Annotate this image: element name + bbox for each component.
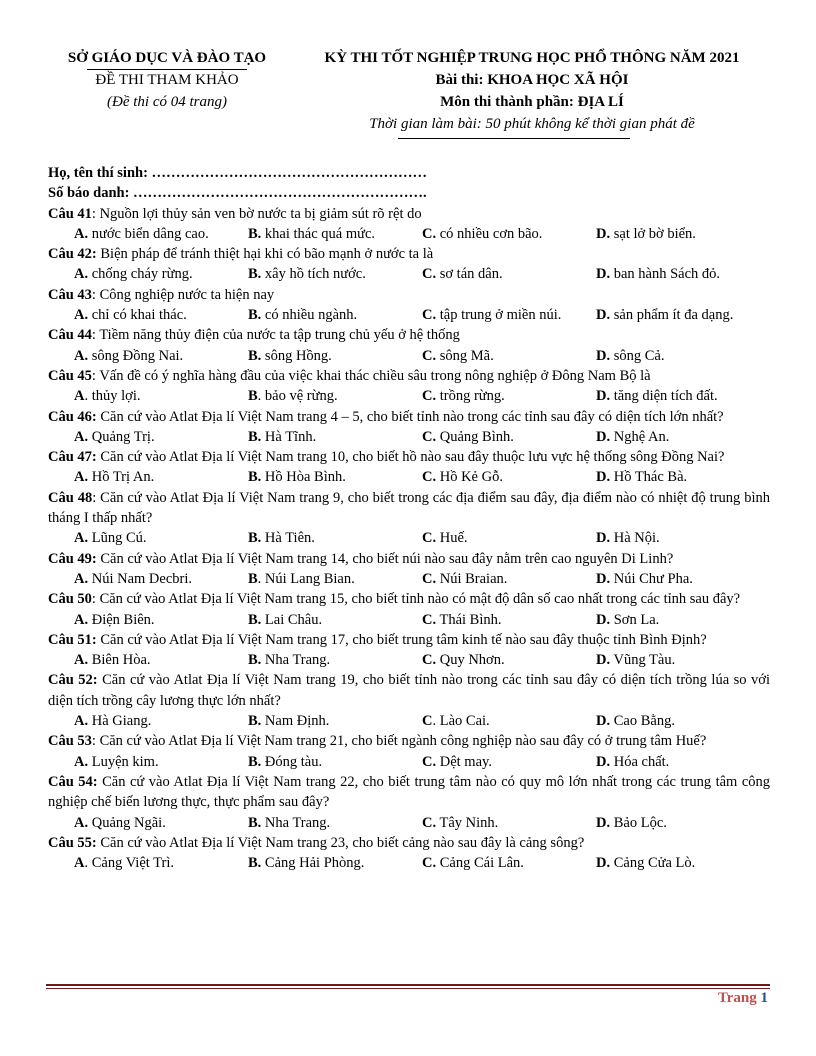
answer-option xyxy=(422,346,596,366)
question-text xyxy=(48,731,770,751)
answer-option xyxy=(596,305,770,325)
option-letter: B. xyxy=(248,753,262,770)
option-letter: B. xyxy=(248,611,262,628)
footer-rule-thin xyxy=(46,988,770,989)
option-letter: A xyxy=(74,855,85,872)
option-letter: C. xyxy=(422,225,437,242)
option-text: Đóng tàu. xyxy=(261,753,323,770)
option-text: Hóa chất. xyxy=(610,753,670,770)
option-text: Nam Định. xyxy=(261,713,330,730)
option-letter: B. xyxy=(248,225,262,242)
page-count-note: (Đề thi có 04 trang) xyxy=(107,94,227,110)
option-letter: C. xyxy=(422,814,437,831)
answer-option xyxy=(596,528,770,548)
option-letter: C. xyxy=(422,611,437,628)
option-text: Hồ Hòa Bình. xyxy=(261,469,346,486)
answer-option xyxy=(422,264,596,284)
option-letter: B xyxy=(248,388,258,405)
option-letter: A. xyxy=(74,469,89,486)
option-text: Hồ Kẻ Gỗ. xyxy=(436,469,503,486)
exam-subject-group: Bài thi: KHOA HỌC XÃ HỘI xyxy=(435,72,629,88)
answer-options xyxy=(48,264,770,284)
question-number: Câu 53 xyxy=(48,733,92,750)
answer-option xyxy=(596,853,770,873)
exam-subject: Môn thi thành phần: ĐỊA LÍ xyxy=(440,94,624,110)
answer-options xyxy=(48,610,770,630)
answer-options xyxy=(48,224,770,244)
option-text: Hà Giang. xyxy=(88,713,152,730)
answer-option xyxy=(422,813,596,833)
option-letter: A. xyxy=(74,652,89,669)
option-letter: A. xyxy=(74,307,89,324)
option-text: Hồ Trị An. xyxy=(88,469,155,486)
answer-option xyxy=(74,528,248,548)
answer-option xyxy=(596,569,770,589)
option-text: Quảng Bình. xyxy=(436,428,514,445)
question-text xyxy=(48,589,770,609)
question-stem: Căn cứ vào Atlat Địa lí Việt Nam trang 23, cho biết cảng nào sau đây là cảng sông? xyxy=(96,834,585,851)
option-letter: C. xyxy=(422,266,437,283)
question-block xyxy=(48,549,770,590)
answer-option xyxy=(248,853,422,873)
question-block xyxy=(48,833,770,874)
question-block xyxy=(48,285,770,326)
question-block xyxy=(48,731,770,772)
question-stem: : Căn cứ vào Atlat Địa lí Việt Nam trang 9, cho biết trong các địa điểm sau đây, địa điểm nào có nhiệt độ trung bình tháng I thấp nhất? xyxy=(48,489,770,527)
answer-option xyxy=(74,427,248,447)
option-letter: D. xyxy=(596,570,611,587)
answer-option xyxy=(248,711,422,731)
answer-option xyxy=(596,427,770,447)
option-text: sông Hồng. xyxy=(261,347,332,364)
option-text: Điện Biên. xyxy=(88,611,155,628)
candidate-id-field: Số báo danh: ……………………………………………………. xyxy=(48,185,427,202)
question-text xyxy=(48,549,770,569)
question-block xyxy=(48,630,770,671)
question-list xyxy=(48,204,770,874)
question-stem: : Vấn đề có ý nghĩa hàng đầu của việc khai thác chiều sâu trong nông nghiệp ở Đông Nam Bộ là xyxy=(91,367,651,384)
question-text xyxy=(48,670,770,711)
option-text: chỉ có khai thác. xyxy=(88,307,187,324)
answer-option xyxy=(422,427,596,447)
answer-option xyxy=(74,650,248,670)
page-number xyxy=(718,990,768,1007)
option-text: tăng diện tích đất. xyxy=(610,388,718,405)
question-stem: : Tiềm năng thủy điện của nước ta tập trung chủ yếu ở hệ thống xyxy=(91,327,460,344)
option-text: Hồ Thác Bà. xyxy=(610,469,688,486)
option-text: Vũng Tàu. xyxy=(610,652,676,669)
option-text: Hà Tĩnh. xyxy=(261,428,317,445)
question-text xyxy=(48,488,770,529)
question-number: Câu 43 xyxy=(48,286,92,303)
answer-option xyxy=(74,610,248,630)
question-text xyxy=(48,772,770,813)
candidate-name-field: Họ, tên thí sinh: ………………………………………………… xyxy=(48,165,428,181)
option-text: tập trung ở miền núi. xyxy=(436,307,562,324)
option-text: . Lào Cai. xyxy=(432,713,490,730)
option-letter: C. xyxy=(422,347,437,364)
footer-rule xyxy=(46,984,770,986)
question-text xyxy=(48,325,770,345)
option-letter: C. xyxy=(422,388,437,405)
answer-options xyxy=(48,305,770,325)
answer-option xyxy=(596,650,770,670)
page-label: Trang xyxy=(717,990,761,1006)
option-text: Cảng Hải Phòng. xyxy=(261,855,365,872)
answer-options xyxy=(48,853,770,873)
option-text: . thủy lợi. xyxy=(84,388,141,405)
option-letter: D. xyxy=(596,347,611,364)
answer-option xyxy=(596,386,770,406)
answer-options xyxy=(48,467,770,487)
option-text: Bảo Lộc. xyxy=(610,814,667,831)
option-letter: B. xyxy=(248,814,262,831)
header-right-underline xyxy=(398,138,630,139)
answer-options xyxy=(48,650,770,670)
question-text xyxy=(48,204,770,224)
question-stem: : Căn cứ vào Atlat Địa lí Việt Nam trang 21, cho biết ngành công nghiệp nào sau đây có ở trung tâm Huế? xyxy=(91,733,707,750)
question-number: Câu 44 xyxy=(48,327,92,344)
option-text: Núi Braian. xyxy=(436,570,508,587)
option-letter: D. xyxy=(596,388,611,405)
question-number: Câu 47: xyxy=(48,449,97,466)
option-letter: C. xyxy=(422,428,437,445)
option-text: Huế. xyxy=(436,530,468,547)
answer-option xyxy=(596,224,770,244)
question-block xyxy=(48,244,770,285)
answer-option xyxy=(248,813,422,833)
option-text: Nha Trang. xyxy=(261,652,331,669)
question-stem: : Căn cứ vào Atlat Địa lí Việt Nam trang 15, cho biết tỉnh nào có mật độ dân số cao nhất trong các tỉnh sau đây? xyxy=(91,591,741,608)
answer-option xyxy=(248,427,422,447)
answer-option xyxy=(422,569,596,589)
option-text: . Núi Lang Bian. xyxy=(257,570,355,587)
answer-option xyxy=(248,264,422,284)
option-text: Lũng Cú. xyxy=(88,530,147,547)
option-text: xây hồ tích nước. xyxy=(261,266,366,283)
option-text: Biên Hòa. xyxy=(88,652,151,669)
answer-options xyxy=(48,752,770,772)
answer-option xyxy=(596,610,770,630)
option-letter: C. xyxy=(422,570,437,587)
option-text: Cảng Cửa Lò. xyxy=(610,855,696,872)
option-text: Hà Tiên. xyxy=(261,530,315,547)
question-stem: Căn cứ vào Atlat Địa lí Việt Nam trang 17, cho biết trung tâm kinh tế nào sau đây thuộc tỉnh Bình Định? xyxy=(96,631,707,648)
answer-option xyxy=(248,305,422,325)
question-block xyxy=(48,670,770,731)
answer-options xyxy=(48,813,770,833)
option-text: Quy Nhơn. xyxy=(436,652,505,669)
option-letter: D. xyxy=(596,652,611,669)
question-block xyxy=(48,366,770,407)
option-text: Quảng Ngãi. xyxy=(88,814,166,831)
option-letter: D. xyxy=(596,814,611,831)
option-letter: C. xyxy=(422,469,437,486)
option-text: sông Cả. xyxy=(610,347,665,364)
answer-option xyxy=(596,813,770,833)
option-letter: D. xyxy=(596,266,611,283)
answer-option xyxy=(422,752,596,772)
question-block xyxy=(48,772,770,833)
answer-option xyxy=(74,813,248,833)
question-number: Câu 51: xyxy=(48,631,97,648)
question-number: Câu 49: xyxy=(48,550,97,567)
option-letter: A. xyxy=(74,530,89,547)
question-number: Câu 52: xyxy=(48,672,98,689)
answer-option xyxy=(248,386,422,406)
option-letter: C xyxy=(422,713,433,730)
question-block xyxy=(48,447,770,488)
answer-option xyxy=(422,386,596,406)
answer-option xyxy=(422,528,596,548)
question-stem: Căn cứ vào Atlat Địa lí Việt Nam trang 4 – 5, cho biết tỉnh nào trong các tỉnh sau đây có diện tích lớn nhất? xyxy=(96,408,724,425)
option-text: Tây Ninh. xyxy=(436,814,499,831)
option-letter: C. xyxy=(422,855,437,872)
answer-options xyxy=(48,528,770,548)
question-number: Câu 46: xyxy=(48,408,97,425)
option-letter: B. xyxy=(248,428,262,445)
option-text: Núi Nam Decbri. xyxy=(88,570,192,587)
option-text: Sơn La. xyxy=(610,611,660,628)
option-letter: A. xyxy=(74,347,89,364)
option-letter: D. xyxy=(596,225,611,242)
answer-option xyxy=(248,610,422,630)
option-letter: A. xyxy=(74,225,89,242)
option-text: Lai Châu. xyxy=(261,611,323,628)
option-letter: B. xyxy=(248,469,262,486)
option-text: . bảo vệ rừng. xyxy=(257,388,338,405)
answer-option xyxy=(248,752,422,772)
option-text: sông Đồng Nai. xyxy=(88,347,184,364)
option-letter: C. xyxy=(422,530,437,547)
answer-option xyxy=(248,650,422,670)
option-letter: B. xyxy=(248,266,262,283)
option-letter: B. xyxy=(248,530,262,547)
option-letter: A. xyxy=(74,814,89,831)
answer-option xyxy=(596,752,770,772)
question-number: Câu 55: xyxy=(48,834,97,851)
option-letter: A. xyxy=(74,570,89,587)
question-number: Câu 48 xyxy=(48,489,93,506)
option-text: Quảng Trị. xyxy=(88,428,155,445)
answer-option xyxy=(596,264,770,284)
answer-option xyxy=(74,264,248,284)
answer-option xyxy=(596,711,770,731)
option-letter: D. xyxy=(596,753,611,770)
option-text: ban hành Sách đỏ. xyxy=(610,266,721,283)
answer-option xyxy=(596,467,770,487)
option-text: trồng rừng. xyxy=(436,388,505,405)
question-stem: : Nguồn lợi thủy sản ven bờ nước ta bị giảm sút rõ rệt do xyxy=(91,205,422,222)
option-text: có nhiều cơn bão. xyxy=(436,225,543,242)
exam-duration: Thời gian làm bài: 50 phút không kể thời gian phát đề xyxy=(369,116,695,132)
question-block xyxy=(48,407,770,448)
option-text: Cảng Cái Lân. xyxy=(436,855,524,872)
answer-option xyxy=(422,853,596,873)
answer-option xyxy=(74,569,248,589)
question-text xyxy=(48,447,770,467)
option-text: Cao Bằng. xyxy=(610,713,675,730)
question-block xyxy=(48,325,770,366)
option-letter: C. xyxy=(422,307,437,324)
option-letter: D. xyxy=(596,307,611,324)
option-letter: B. xyxy=(248,855,262,872)
option-text: Dệt may. xyxy=(436,753,492,770)
question-stem: Căn cứ vào Atlat Địa lí Việt Nam trang 10, cho biết hồ nào sau đây thuộc lưu vực hệ thống sông Đồng Nai? xyxy=(96,449,725,466)
question-stem: : Công nghiệp nước ta hiện nay xyxy=(91,286,275,303)
option-letter: D. xyxy=(596,713,611,730)
question-stem: Căn cứ vào Atlat Địa lí Việt Nam trang 19, cho biết tỉnh nào trong các tỉnh sau đây có diện tích trồng lúa so với diện tích trồng cây lương thực lớn nhất? xyxy=(48,672,770,709)
question-text xyxy=(48,407,770,427)
answer-options xyxy=(48,711,770,731)
answer-options xyxy=(48,569,770,589)
option-text: Núi Chư Pha. xyxy=(610,570,693,587)
answer-option xyxy=(422,305,596,325)
answer-option xyxy=(422,650,596,670)
exam-title: KỲ THI TỐT NGHIỆP TRUNG HỌC PHỔ THÔNG NĂM 2021 xyxy=(324,50,740,66)
option-letter: A. xyxy=(74,611,89,628)
question-text xyxy=(48,630,770,650)
answer-option xyxy=(74,386,248,406)
answer-option xyxy=(422,224,596,244)
question-text xyxy=(48,833,770,853)
answer-option xyxy=(248,569,422,589)
answer-option xyxy=(74,752,248,772)
option-text: Luyện kim. xyxy=(88,753,159,770)
option-letter: B. xyxy=(248,713,262,730)
answer-option xyxy=(248,467,422,487)
question-stem: Căn cứ vào Atlat Địa lí Việt Nam trang 14, cho biết núi nào sau đây nằm trên cao nguyên Di Linh? xyxy=(96,550,674,567)
option-letter: D. xyxy=(596,530,611,547)
answer-option xyxy=(74,346,248,366)
department-name: SỞ GIÁO DỤC VÀ ĐÀO TẠO xyxy=(67,50,267,66)
option-letter: A. xyxy=(74,713,89,730)
option-letter: D. xyxy=(596,428,611,445)
option-letter: D. xyxy=(596,855,611,872)
option-text: sạt lở bờ biển. xyxy=(610,225,696,242)
option-letter: D. xyxy=(596,469,611,486)
answer-option xyxy=(74,853,248,873)
option-text: Nghệ An. xyxy=(610,428,670,445)
question-text xyxy=(48,244,770,264)
question-stem: Căn cứ vào Atlat Địa lí Việt Nam trang 22, cho biết trung tâm nào có quy mô lớn nhất trong các trung tâm công nghiệp chế biến lương thực, thực phẩm sau đây? xyxy=(48,773,771,811)
question-stem: Biện pháp để tránh thiệt hại khi có bão mạnh ở nước ta là xyxy=(96,246,434,263)
question-number: Câu 50 xyxy=(48,591,92,608)
question-number: Câu 41 xyxy=(48,205,92,222)
option-letter: A xyxy=(74,388,85,405)
option-text: Hà Nội. xyxy=(610,530,660,547)
answer-options xyxy=(48,346,770,366)
question-number: Câu 54: xyxy=(48,773,98,790)
option-letter: A. xyxy=(74,266,89,283)
answer-option xyxy=(74,711,248,731)
answer-option xyxy=(596,346,770,366)
header-left-underline xyxy=(87,69,247,70)
option-letter: C. xyxy=(422,753,437,770)
answer-options xyxy=(48,386,770,406)
answer-option xyxy=(248,346,422,366)
option-text: sơ tán dân. xyxy=(436,266,503,283)
option-text: chống cháy rừng. xyxy=(88,266,193,283)
answer-options xyxy=(48,427,770,447)
page-number-value: 1 xyxy=(760,990,768,1006)
question-block xyxy=(48,589,770,630)
question-block xyxy=(48,204,770,245)
answer-option xyxy=(74,467,248,487)
answer-option xyxy=(422,610,596,630)
option-letter: A. xyxy=(74,753,89,770)
question-number: Câu 42: xyxy=(48,246,97,263)
option-letter: A. xyxy=(74,428,89,445)
option-text: . Cảng Việt Trì. xyxy=(84,855,174,872)
option-letter: C. xyxy=(422,652,437,669)
option-letter: B. xyxy=(248,347,262,364)
option-text: Thái Bình. xyxy=(436,611,502,628)
question-text xyxy=(48,366,770,386)
answer-option xyxy=(422,711,596,731)
option-letter: B. xyxy=(248,307,262,324)
option-text: nước biển dâng cao. xyxy=(88,225,209,242)
answer-option xyxy=(74,305,248,325)
option-text: khai thác quá mức. xyxy=(261,225,376,242)
option-letter: B xyxy=(248,570,258,587)
answer-option xyxy=(74,224,248,244)
option-text: có nhiều ngành. xyxy=(261,307,358,324)
answer-option xyxy=(248,528,422,548)
option-letter: D. xyxy=(596,611,611,628)
question-block xyxy=(48,488,770,549)
option-text: Nha Trang. xyxy=(261,814,331,831)
question-number: Câu 45 xyxy=(48,367,92,384)
exam-type: ĐỀ THI THAM KHẢO xyxy=(95,72,239,88)
exam-content xyxy=(48,163,770,873)
answer-option xyxy=(248,224,422,244)
question-text xyxy=(48,285,770,305)
option-text: sông Mã. xyxy=(436,347,494,364)
option-text: sản phẩm ít đa dạng. xyxy=(610,307,734,324)
option-letter: B. xyxy=(248,652,262,669)
answer-option xyxy=(422,467,596,487)
